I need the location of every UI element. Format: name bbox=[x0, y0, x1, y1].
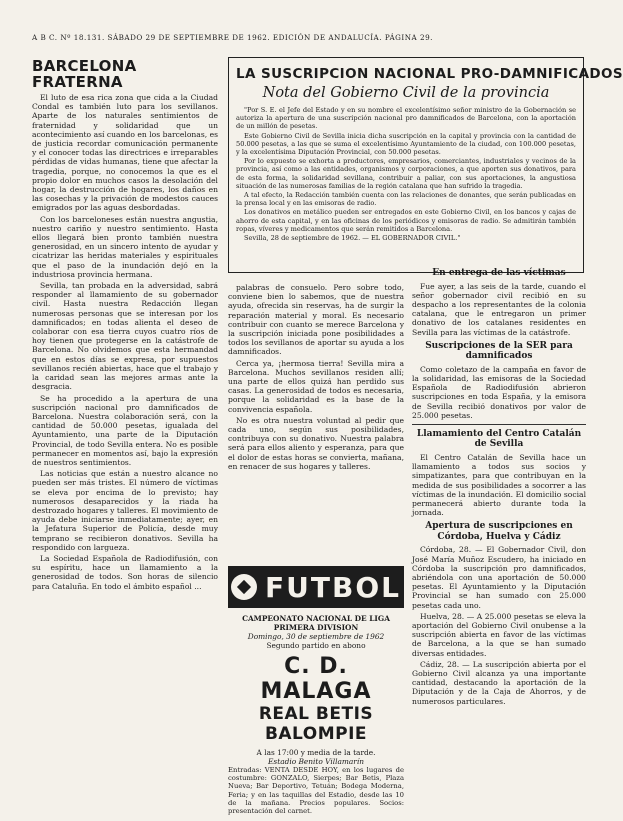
left-article-title: BARCELONA FRATERNA bbox=[32, 57, 137, 91]
notice-paragraph-1: "Por S. E. el Jefe del Estado y en su nombre el excelentísimo señor ministro de la Gobernación se autoriza la apertura de una suscripción nacional pro damnificados de Barcelona, con la aportación de un millón de pesetas. bbox=[236, 106, 576, 131]
futbol-banner bbox=[228, 566, 404, 608]
middle-column bbox=[228, 283, 404, 558]
right-paragraph-4: Córdoba, 28. — El Gobernador Civil, don José María Muñoz Escudero, ha iniciado en Córdoba la suscripción pro damnificados, abriéndola con una aportación de 50.000 pesetas. El Ayuntamiento y la Diputación Provincial se han sumado con 25.000 pesetas cada uno. bbox=[412, 545, 586, 610]
right-heading-4: Apertura de suscripciones en Córdoba, Huelva y Cádiz bbox=[425, 521, 573, 542]
right-paragraph-6: Cádiz, 28. — La suscripción abierta por el Gobierno Civil alcanza ya una importante cantidad, destacando la aportación de la Diputación y de la Caja de Ahorros, y de numerosos particulares. bbox=[412, 659, 586, 706]
left-paragraph-6: La Sociedad Española de Radiodifusión, con su espíritu, hace un llamamiento a la generosidad de todos. Son horas de silencio para Cataluña. En todo el ámbito español ... bbox=[32, 553, 218, 591]
football-icon bbox=[231, 574, 257, 600]
notice-paragraph-5: Los donativos en metálico pueden ser entregados en este Gobierno Civil, en los bancos y cajas de ahorro de esta capital, y en las oficinas de los periódicos y emisoras de radio. Se admitirán también ropas, víveres y medicamentos que serán remitidos a Barcelona. bbox=[236, 208, 576, 233]
notice-paragraph-3: Por lo expuesto se exhorta a productores, empresarios, comerciantes, industriales y vecinos de la provincia, así como a las entidades, organismos y corporaciones, a que aporten sus donativos, para de esta forma, la solidaridad sevillana, contribuir a paliar, con sus aportaciones, la angustiosa situación de las numerosas familias de la región catalana que han sufrido la tragedia. bbox=[236, 157, 576, 190]
right-column bbox=[412, 264, 586, 808]
right-paragraph-5: Huelva, 28. — A 25.000 pesetas se eleva la aportación del Gobierno Civil onubense a la suscripción abierta en favor de las víctimas de Barcelona, a la que se han sumado diversas entidades. bbox=[412, 611, 586, 658]
ad-details: Entradas: VENTA DESDE HOY, en los lugares de costumbre: GONZALO, Sierpes; Bar Betis, Plaza Nueva; Bar Deportivo, Tetuán; Bodega Moderna, Feria; y en las taquillas del Estadio, desde las 10 de la mañana. Precios populares. Socios: presentación del carnet. bbox=[228, 766, 404, 816]
right-divider-1 bbox=[412, 424, 586, 425]
middle-paragraph-3: No es otra nuestra voluntad al pedir que cada uno, según sus posibilidades, contribuya con su donativo. Nuestra palabra será para ellos aliento y esperanza, para que el dolor de estas horas se convierta, mañana, en renacer de sus hogares y talleres. bbox=[228, 415, 404, 471]
left-paragraph-1: El luto de esa rica zona que cida a la Ciudad Condal es también luto para los sevillanos. Aparte de los naturales sentimientos de fraternidad y solidaridad que un acontecimiento así cuando en los barcelonas, es de justicia recordar comunicación permanente y el conocer todas las directrices e irreparables pérdidas de vidas humanas, tiene que afectar la tragedia, porque, no conocemos la que es el propio dolor en muchos casos la desolación del hogar, la destrucción de hogares, los daños en las cosechas y la privación de modestos cauces emigrados por las aguas desbordadas. bbox=[32, 93, 218, 213]
right-paragraph-3: El Centro Catalán de Sevilla hace un llamamiento a todos sus socios y simpatizantes, para que contribuyan en la medida de sus posibilidades a socorrer a las víctimas de la inundación. El domicilio social permanecerá abierto durante toda la jornada. bbox=[412, 452, 586, 518]
page-header: A B C. Nº 18.131. SÁBADO 29 DE SEPTIEMBRE DE 1962. EDICIÓN DE ANDALUCÍA. PÁGINA 29. bbox=[32, 33, 433, 42]
ad-team-away: REAL BETIS BALOMPIE bbox=[258, 704, 374, 744]
ad-match-note: Segundo partido en abono bbox=[266, 641, 366, 650]
ad-competition: CAMPEONATO NACIONAL DE LIGA bbox=[242, 614, 390, 623]
left-paragraph-5: Las noticias que están a nuestro alcance no pueden ser más tristes. El número de víctimas se eleva por encima de lo previsto; hay numerosos desaparecidos y la riada ha destrozado hogares y talleres. El movimiento de ayuda debe iniciarse inmediatamente; ayer, en la Jefatura Superior de Policía, desde muy temprano se recibieron donativos. Sevilla ha respondido con largueza. bbox=[32, 469, 218, 552]
ad-time: A las 17:00 y media de la tarde. bbox=[256, 748, 376, 757]
notice-paragraph-4: A tal efecto, la Redacción también cuenta con las relaciones de donantes, que serán publicadas en la prensa local y en las emisoras de radio. bbox=[236, 191, 576, 208]
right-heading-2: Suscripciones de la SER para damnificados bbox=[425, 340, 573, 362]
middle-paragraph-2: Cerca ya, ¡hermosa tierra! Sevilla mira a Barcelona. Muchos sevillanos residen allí; una parte de ellos quizá han perdido sus casas. La generosidad de todos es necesaria, porque la solidaridad es la base de la convivencia española. bbox=[228, 358, 404, 414]
futbol-banner-text: FUTBOL bbox=[265, 570, 401, 604]
notice-paragraph-6: Sevilla, 28 de septiembre de 1962. — EL GOBERNADOR CIVIL." bbox=[244, 234, 461, 243]
left-column bbox=[32, 58, 218, 808]
right-heading-1: En entrega de las víctimas bbox=[432, 268, 566, 278]
notice-title: LA SUSCRIPCION NACIONAL PRO-DAMNIFICADOS bbox=[236, 66, 623, 82]
left-paragraph-2: Con los barceloneses están nuestra angustia, nuestro cariño y nuestro sentimiento. Hasta ellos llegará bien pronto también nuestra generosidad, en un sincero intento de ayudar y cicatrizar las heridas materiales y espirituales que el paso de la inundación dejó en la industriosa provincia hermana. bbox=[32, 214, 218, 279]
ad-date: Domingo, 30 de septiembre de 1962 bbox=[247, 632, 385, 641]
ad-team-home: C. D. MALAGA bbox=[260, 654, 372, 704]
left-paragraph-4: Se ha procedido a la apertura de una suscripción nacional pro damnificados de Barcelona. Nuestra colaboración será, con la cantidad de 50.000 pesetas, igualada del Ayuntamiento, una parte de la Diputación Provincial, de todo Sevilla entera. No es posible permanecer en momentos así, bajo la expresión de nuestros sentimientos. bbox=[32, 393, 218, 467]
left-paragraph-3: Sevilla, tan probada en la adversidad, sabrá responder al llamamiento de su gobernador civil. Hasta nuestra Redacción llegan numerosas personas que se interesan por los damnificados; en todas alienta el deseo de colaborar con esa tierra cuyos cuatro ríos de hoy tienen que protegerse en la catástrofe de Barcelona. No olvidemos que esta hermandad que en estos días se expresa, por supuestos sevillanos recién abiertas, hace que el trabajo y la caridad sean las mejores armas ante la desgracia. bbox=[32, 281, 218, 392]
football-advertisement bbox=[228, 566, 404, 816]
notice-box bbox=[228, 57, 623, 273]
ad-division: PRIMERA DIVISION bbox=[273, 623, 359, 632]
notice-subtitle: Nota del Gobierno Civil de la provincia bbox=[262, 85, 550, 101]
right-paragraph-1: Fue ayer, a las seis de la tarde, cuando el señor gobernador civil recibió en su despacho a los representantes de la colonia catalana, que le entregaron un primer donativo de los catalanes residentes en Sevilla para las víctimas de la catástrofe. bbox=[412, 281, 586, 337]
middle-paragraph-1: palabras de consuelo. Pero sobre todo, conviene bien lo sabemos, que de nuestra ayuda, ofrecida sin reservas, ha de surgir la reparación material y moral. Es necesario contribuir con cuanto se merece Barcelona y la suscripción iniciada pone posibilidades a todos los sevillanos de aportar su ayuda a los damnificados. bbox=[228, 283, 404, 357]
right-paragraph-2: Como coletazo de la campaña en favor de la solidaridad, las emisoras de la Sociedad Española de Radiodifusión abrieron suscripciones en toda España, y la emisora de Sevilla recibió donativos por valor de 25.000 pesetas. bbox=[412, 364, 586, 420]
notice-paragraph-2: Este Gobierno Civil de Sevilla inicia dicha suscripción en la capital y provincia con la cantidad de 50.000 pesetas, a las que se suma el excelentísimo Ayuntamiento de la ciudad, con 100.000 pesetas, y la excelentísima Diputación Provincial, con 50.000 pesetas. bbox=[236, 131, 576, 157]
notice-body bbox=[236, 106, 576, 242]
right-heading-3: Llamamiento del Centro Catalán de Sevilla bbox=[416, 428, 582, 450]
ad-venue: Estadio Benito Villamarín bbox=[268, 757, 364, 766]
